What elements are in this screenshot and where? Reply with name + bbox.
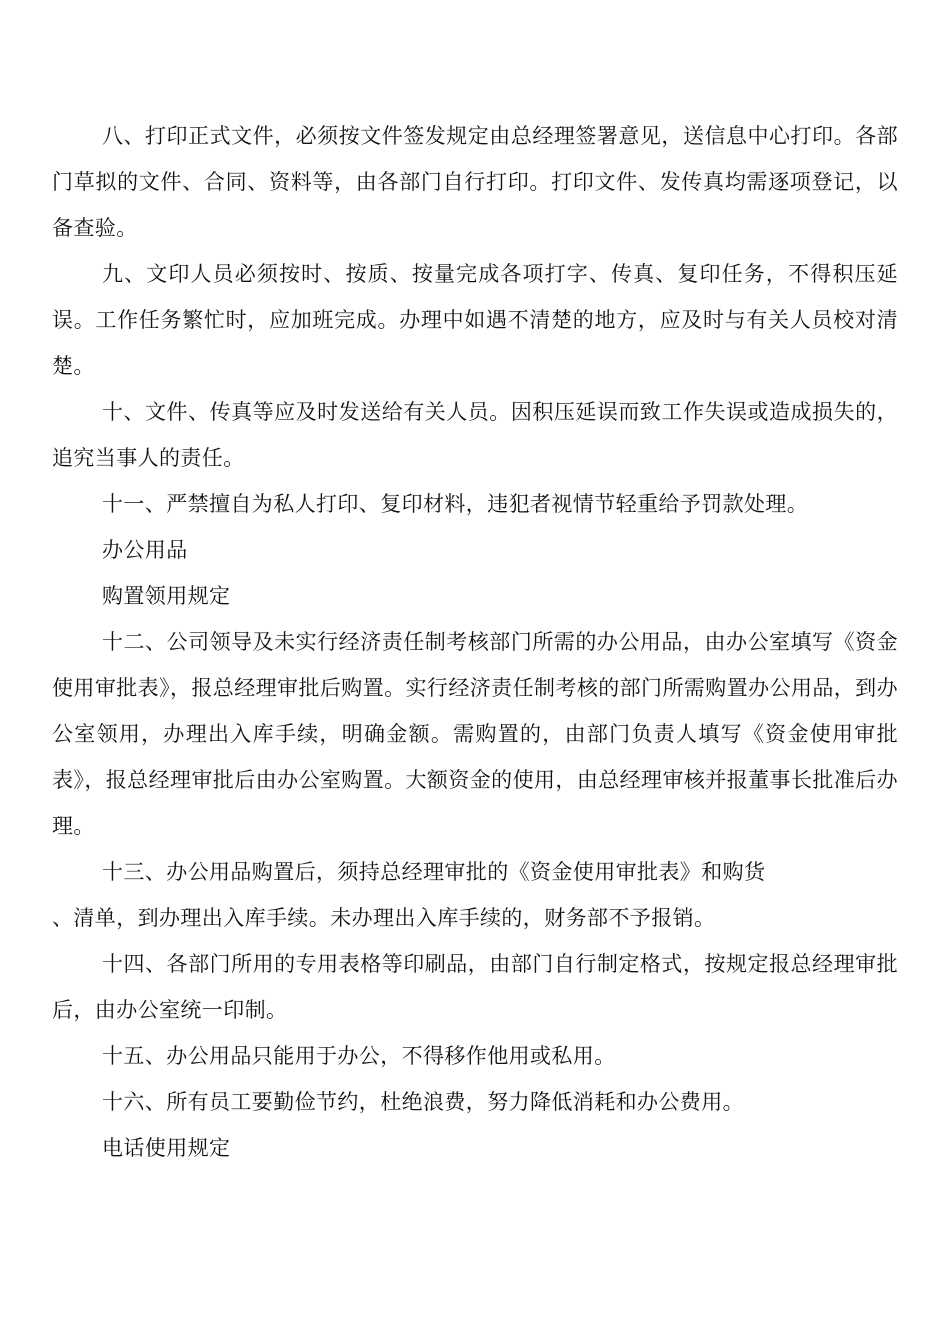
section-heading-office-supplies: 办公用品 [102, 538, 188, 562]
paragraph-16: 十六、所有员工要勤俭节约，杜绝浪费，努力降低消耗和办公费用。 [102, 1090, 744, 1114]
document-page [52, 113, 898, 1171]
paragraph-9: 九、文印人员必须按时、按质、按量完成各项打字、传真、复印任务，不得积压延误。工作任务繁忙时，应加班完成。办理中如遇不清楚的地方，应及时与有关人员校对清楚。 [52, 262, 898, 378]
paragraph-15: 十五、办公用品只能用于办公，不得移作他用或私用。 [102, 1044, 616, 1068]
paragraph-11: 十一、严禁擅自为私人打印、复印材料，违犯者视情节轻重给予罚款处理。 [102, 492, 809, 516]
paragraph-13-line-2: 、清单，到办理出入库手续。未办理出入库手续的，财务部不予报销。 [52, 906, 716, 930]
section-heading-telephone-rules: 电话使用规定 [102, 1136, 231, 1160]
paragraph-10: 十、文件、传真等应及时发送给有关人员。因积压延误而致工作失误或造成损失的，追究当事人的责任。 [52, 400, 898, 470]
paragraph-14: 十四、各部门所用的专用表格等印刷品，由部门自行制定格式，按规定报总经理审批后，由办公室统一印制。 [52, 952, 898, 1022]
paragraph-12: 十二、公司领导及未实行经济责任制考核部门所需的办公用品，由办公室填写《资金使用审批表》，报总经理审批后购置。实行经济责任制考核的部门所需购置办公用品，到办公室领用，办理出入库手续，明确金额。需购置的，由部门负责人填写《资金使用审批表》，报总经理审批后由办公室购置。大额资金的使用，由总经理审核并报董事长批准后办理。 [52, 630, 898, 838]
paragraph-8: 八、打印正式文件，必须按文件签发规定由总经理签署意见，送信息中心打印。各部门草拟的文件、合同、资料等，由各部门自行打印。打印文件、发传真均需逐项登记，以备查验。 [52, 124, 898, 240]
section-heading-purchase-rules: 购置领用规定 [102, 584, 231, 608]
paragraph-13-line-1: 十三、办公用品购置后，须持总经理审批的《资金使用审批表》和购货 [102, 860, 766, 884]
